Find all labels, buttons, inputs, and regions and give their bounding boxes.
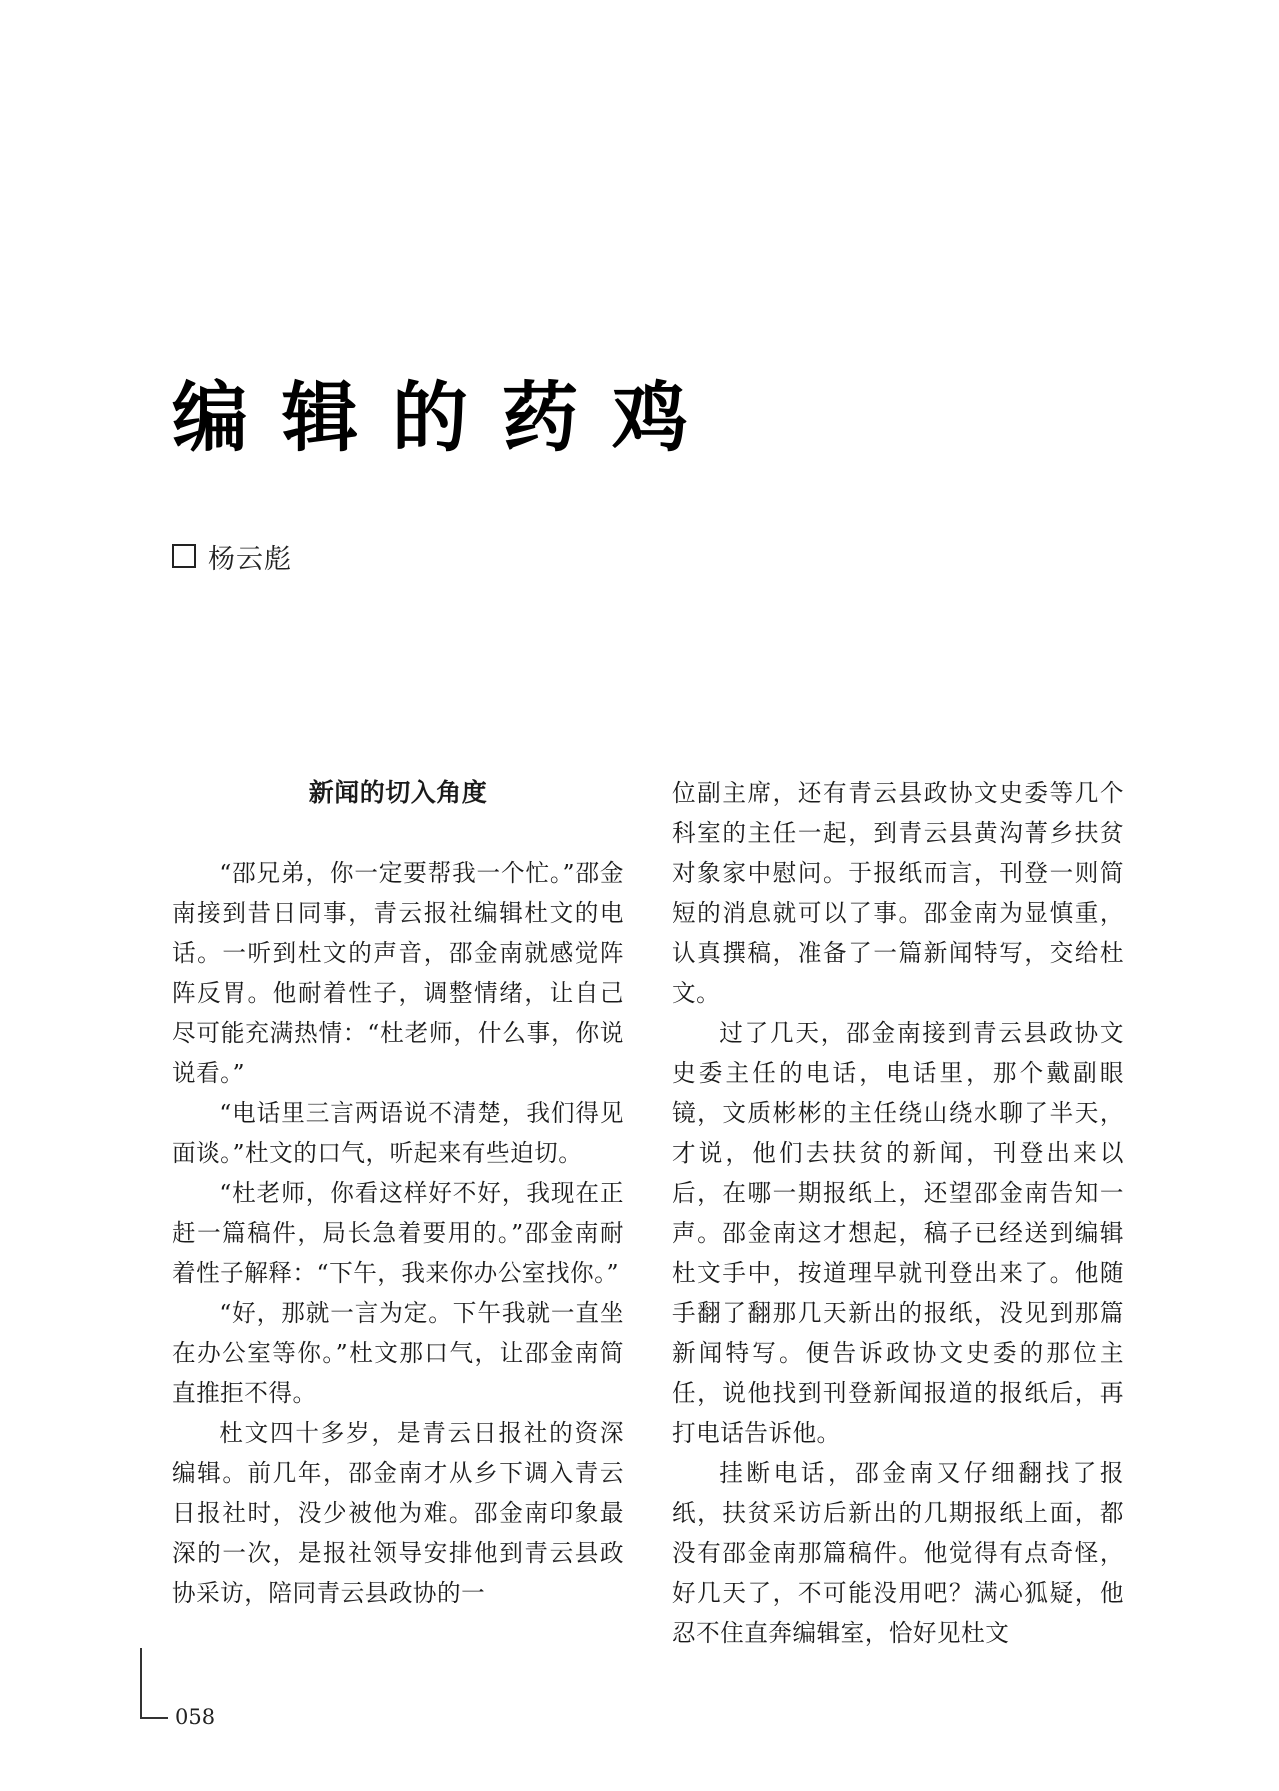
paragraph-continued: 位副主席，还有青云县政协文史委等几个科室的主任一起，到青云县黄沟菁乡扶贫对象家中慰问。于报纸而言，刊登一则简短的消息就可以了事。邵金南为显慎重，认真撰稿，准备了一篇新闻特写，交给杜文。: [672, 779, 1124, 1007]
paragraph: 杜文四十多岁，是青云日报社的资深编辑。前几年，邵金南才从乡下调入青云日报社时，没少被他为难。邵金南印象最深的一次，是报社领导安排他到青云县政协采访，陪同青云县政协的一: [172, 1419, 624, 1607]
heading-spacer: [172, 813, 624, 853]
left-column: [172, 773, 624, 1613]
paragraph: “好，那就一言为定。下午我就一直坐在办公室等你。”杜文那口气，让邵金南简直推拒不得。: [172, 1299, 624, 1407]
paragraph: “电话里三言两语说不清楚，我们得见面谈。”杜文的口气，听起来有些迫切。: [172, 1099, 624, 1167]
author-name: 杨云彪: [208, 543, 292, 575]
footer-rule: [140, 1717, 168, 1719]
paragraph: 过了几天，邵金南接到青云县政协文史委主任的电话，电话里，那个戴副眼镜，文质彬彬的主任绕山绕水聊了半天，才说，他们去扶贫的新闻，刊登出来以后，在哪一期报纸上，还望邵金南告知一声。邵金南这才想起，稿子已经送到编辑杜文手中，按道理早就刊登出来了。他随手翻了翻那几天新出的报纸，没见到那篇新闻特写。便告诉政协文史委的那位主任，说他找到刊登新闻报道的报纸后，再打电话告诉他。: [672, 1019, 1124, 1447]
article-title: 编辑的药鸡: [172, 373, 722, 462]
right-column: [672, 773, 1124, 1653]
page-number: 058: [175, 1705, 216, 1729]
paragraph: 挂断电话，邵金南又仔细翻找了报纸，扶贫采访后新出的几期报纸上面，都没有邵金南那篇稿件。他觉得有点奇怪，好几天了，不可能没用吧？满心狐疑，他忍不住直奔编辑室，恰好见杜文: [672, 1459, 1124, 1647]
square-icon: [172, 544, 196, 568]
byline: [172, 540, 292, 575]
section-heading: 新闻的切入角度: [308, 778, 488, 807]
margin-rule: [140, 1648, 142, 1718]
paragraph: “邵兄弟，你一定要帮我一个忙。”邵金南接到昔日同事，青云报社编辑杜文的电话。一听到杜文的声音，邵金南就感觉阵阵反胃。他耐着性子，调整情绪，让自己尽可能充满热情：“杜老师，什么事，你说说看。”: [172, 859, 624, 1087]
paragraph: “杜老师，你看这样好不好，我现在正赶一篇稿件，局长急着要用的。”邵金南耐着性子解释：“下午，我来你办公室找你。”: [172, 1179, 624, 1287]
